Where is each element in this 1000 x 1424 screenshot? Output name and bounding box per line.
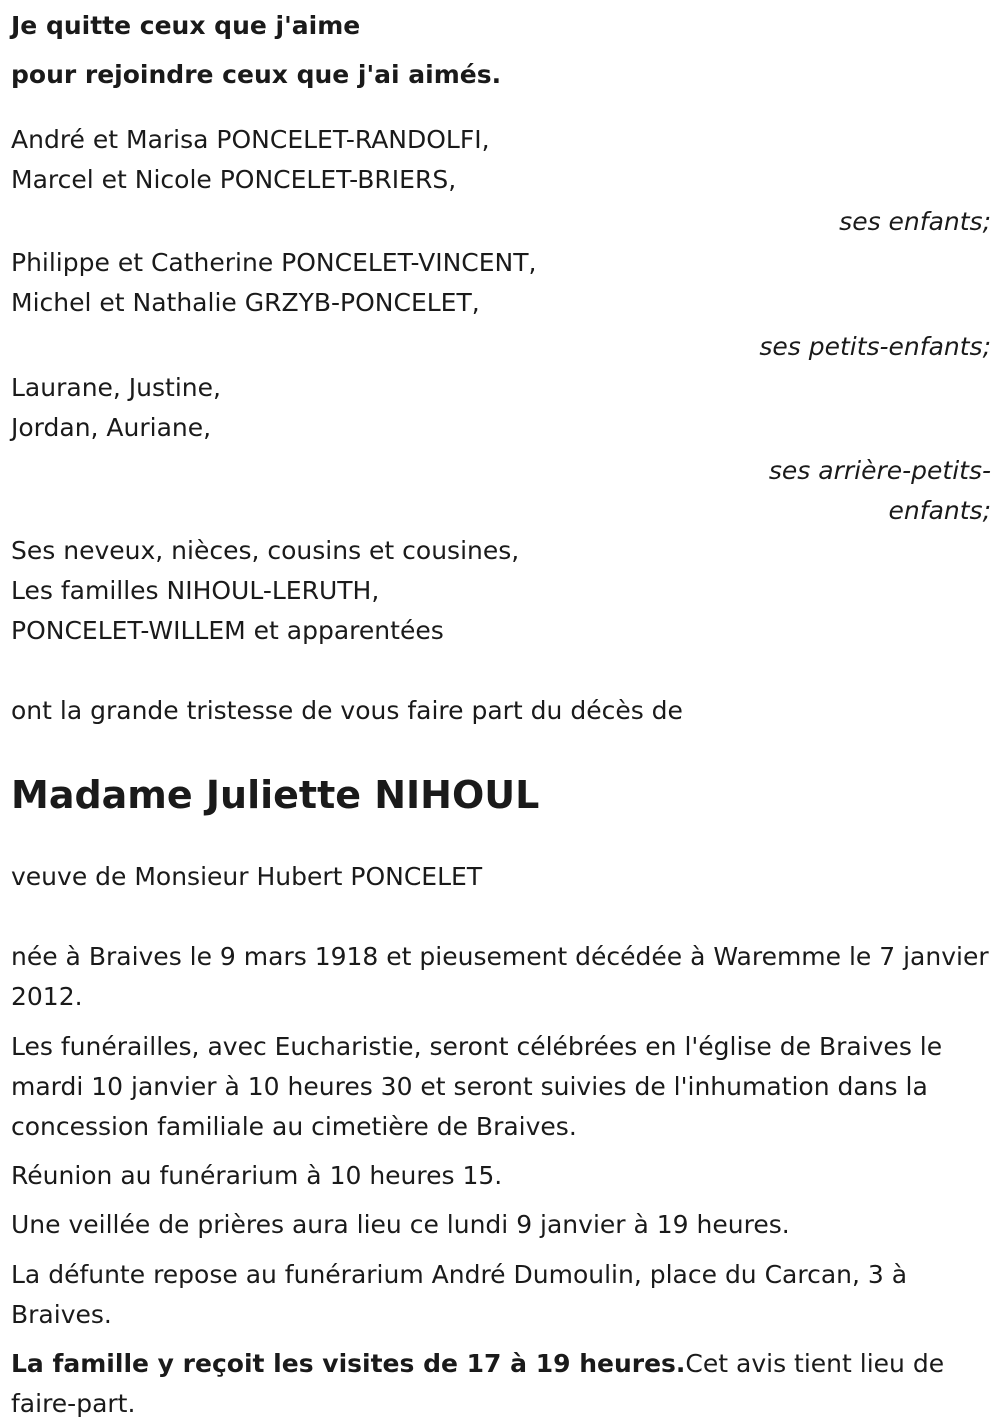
great-grandchild-name: Jordan, Auriane, — [11, 413, 212, 442]
child-name: André et Marisa PONCELET-RANDOLFI, — [11, 125, 490, 154]
epigraph — [11, 6, 991, 95]
epigraph-line-1: Je quitte ceux que j'aime — [11, 11, 361, 40]
grandchild-name: Philippe et Catherine PONCELET-VINCENT, — [11, 248, 537, 277]
child-name: Marcel et Nicole PONCELET-BRIERS, — [11, 165, 457, 194]
funeral-text: Les funérailles, avec Eucharistie, seront célébrées en l'église de Braives le mardi 10 janvier à 10 heures 30 et seront suivies de l'inhumation dans la concession familiale au cimetière de Braives. — [11, 1032, 943, 1141]
grandchildren-relation: ses petits-enfants; — [759, 332, 991, 361]
vigil-text: Une veillée de prières aura lieu ce lundi 9 janvier à 19 heures. — [11, 1210, 790, 1239]
extended-family-line: Ses neveux, nièces, cousins et cousines, — [11, 536, 520, 565]
visits-text: La famille y reçoit les visites de 17 à 19 heures. — [11, 1349, 686, 1378]
extended-family-line: Les familles NIHOUL-LERUTH, — [11, 576, 380, 605]
resting-place-text: La défunte repose au funérarium André Dumoulin, place du Carcan, 3 à Braives. — [11, 1260, 908, 1329]
great-grandchild-name: Laurane, Justine, — [11, 373, 221, 402]
great-grandchildren-relation-line-1: ses arrière-petits- — [768, 456, 991, 485]
extended-family-section — [11, 531, 991, 651]
obituary-notice — [11, 6, 991, 1424]
extended-family-line: PONCELET-WILLEM et apparentées — [11, 616, 444, 645]
widow-of-text: veuve de Monsieur Hubert PONCELET — [11, 862, 483, 891]
grandchild-name: Michel et Nathalie GRZYB-PONCELET, — [11, 288, 480, 317]
children-section — [11, 120, 991, 242]
grandchildren-section — [11, 243, 991, 367]
children-relation: ses enfants; — [839, 207, 991, 236]
closing-text: Cet avis tient lieu de faire-part. — [11, 1349, 945, 1418]
deceased-name: Madame Juliette NIHOUL — [11, 773, 540, 817]
meeting-text: Réunion au funérarium à 10 heures 15. — [11, 1161, 503, 1190]
great-grandchildren-relation-line-2: enfants; — [888, 496, 991, 525]
visits-paragraph — [11, 1344, 991, 1424]
announcement-text: ont la grande tristesse de vous faire part du décès de — [11, 696, 683, 725]
great-grandchildren-section — [11, 368, 991, 531]
birth-death-text: née à Braives le 9 mars 1918 et pieusement décédée à Waremme le 7 janvier 2012. — [11, 942, 989, 1011]
epigraph-line-2: pour rejoindre ceux que j'ai aimés. — [11, 60, 502, 89]
